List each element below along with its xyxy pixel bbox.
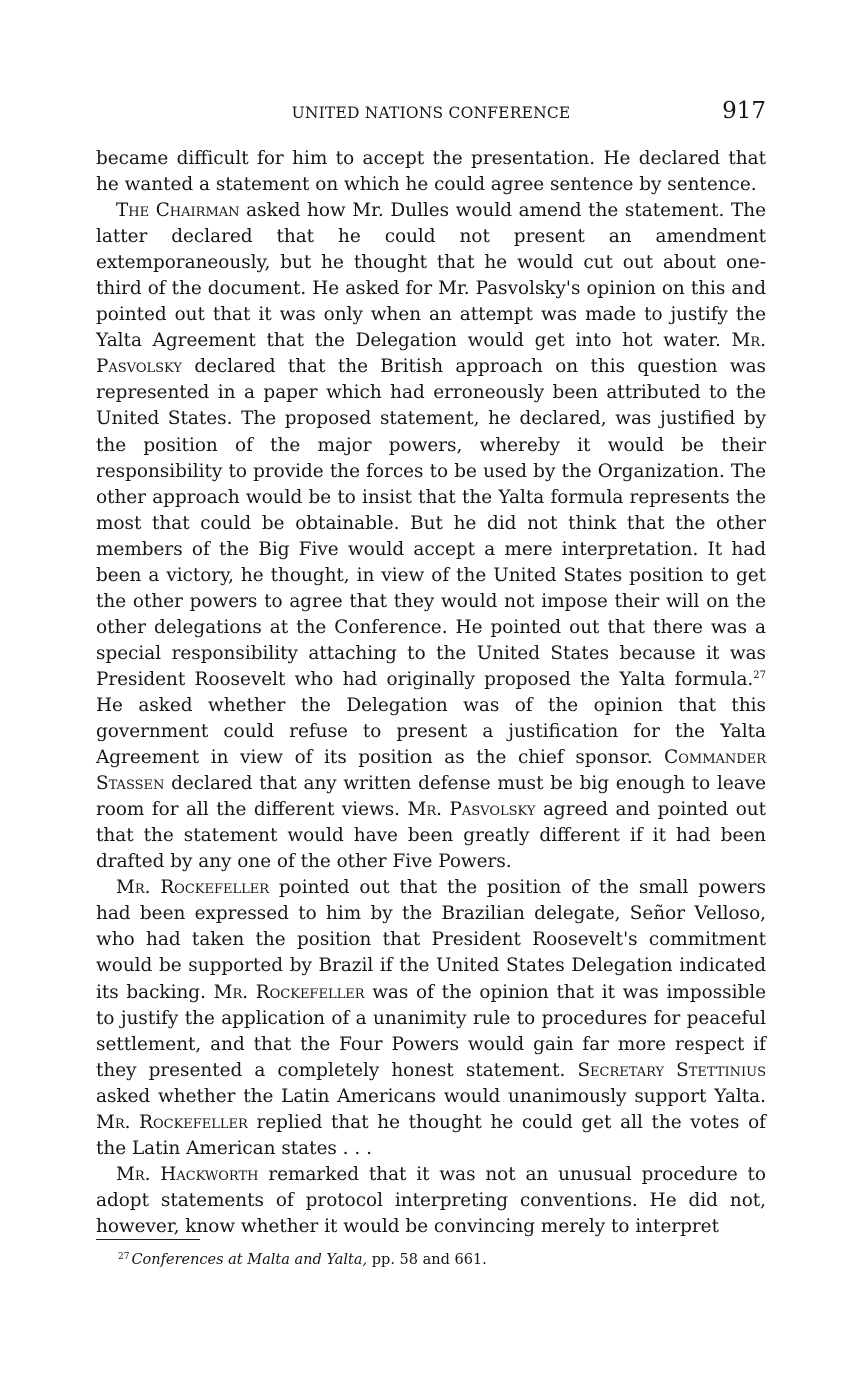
paragraph-text: replied that he thought he could get all the votes of the Latin American states . . . <box>96 1111 766 1159</box>
footnote-reference: 27 <box>753 669 766 681</box>
body-text <box>96 146 766 1240</box>
paragraph-2 <box>96 198 766 875</box>
footnote <box>118 1250 758 1270</box>
paragraph-text: asked how Mr. Dulles would amend the statement. The latter declared that he could not present an amendment extemporaneously, but he thought that he would cut out about one-third of the document. He asked for Mr. Pasvolsky's opinion on this and pointed out that it was only when an attempt was made to justify the Yalta Agreement that the Delegation would get into hot water. <box>96 200 766 352</box>
paragraph-text: declared that any written defense must be big enough to leave room for all the different views. <box>96 773 766 821</box>
paragraph-1-text: became difficult for him to accept the presentation. He declared that he wanted a statement on which he could agree sentence by sentence. <box>96 148 766 196</box>
footnote-source-title: Conferences at Malta and Yalta, <box>131 1252 368 1268</box>
speaker-name: Commander Stassen <box>96 747 766 795</box>
paragraph-text: remarked that it was not an unusual procedure to adopt statements of protocol interpreting conventions. He did not, however, know whether it would be convincing merely to interpret <box>96 1163 766 1237</box>
footnote-pages: pp. 58 and 661. <box>367 1252 487 1268</box>
speaker-name: Mr. Hackworth <box>116 1163 259 1185</box>
speaker-name: Mr. Rockefeller <box>213 981 365 1003</box>
paragraph-text: agreed and pointed out that the statement would have been greatly different if it had been drafted by any one of the other Five Powers. <box>96 799 766 873</box>
page-number: 917 <box>722 98 766 124</box>
speaker-name: Mr. Pasvolsky <box>96 330 766 378</box>
paragraph-3 <box>96 875 766 1162</box>
speaker-name: Mr. Pasvolsky <box>407 799 536 821</box>
speaker-name: The Chairman <box>116 200 240 222</box>
running-title: UNITED NATIONS CONFERENCE <box>291 104 571 122</box>
page-header <box>96 98 766 132</box>
paragraph-1 <box>96 146 766 198</box>
paragraph-text: He asked whether the Delegation was of the opinion that this government could refuse to present a justification for the Yalta Agreement in view of its position as the chief sponsor. <box>96 694 766 769</box>
paragraph-text: pointed out that the position of the small powers had been expressed to him by the Brazilian delegate, Señor Velloso, who had taken the position that President Roosevelt's commitment would be supported by Brazil if the United States Delegation indicated its backing. <box>96 877 766 1003</box>
paragraph-text: was of the opinion that it was impossible to justify the application of a unanimity rule to procedures for peaceful settlement, and that the Four Powers would gain far more respect if they presented a completely honest statement. <box>96 981 766 1081</box>
paragraph-text: asked whether the Latin Americans would unanimously support Yalta. <box>96 1085 766 1107</box>
speaker-name: Secretary Stettinius <box>577 1059 766 1081</box>
footnote-marker: 27 <box>118 1252 130 1262</box>
paragraph-4 <box>96 1162 766 1240</box>
speaker-name: Mr. Rockefeller <box>96 1111 248 1133</box>
speaker-name: Mr. Rockefeller <box>116 877 270 899</box>
paragraph-text: declared that the British approach on this question was represented in a paper which had erroneously been attributed to the United States. The proposed statement, he declared, was justified by the position of the major powers, whereby it would be their responsibility to provide the forces to be used by the Organization. The other approach would be to insist that the Yalta formula represents the most that could be obtainable. But he did not think that the other members of the Big Five would accept a mere interpretation. It had been a victory, he thought, in view of the United States position to get the other powers to agree that they would not impose their will on the other delegations at the Conference. He pointed out that there was a special responsibility attaching to the United States because it was President Roosevelt who had originally proposed the Yalta formula. <box>96 356 766 690</box>
footnote-divider <box>96 1239 200 1240</box>
